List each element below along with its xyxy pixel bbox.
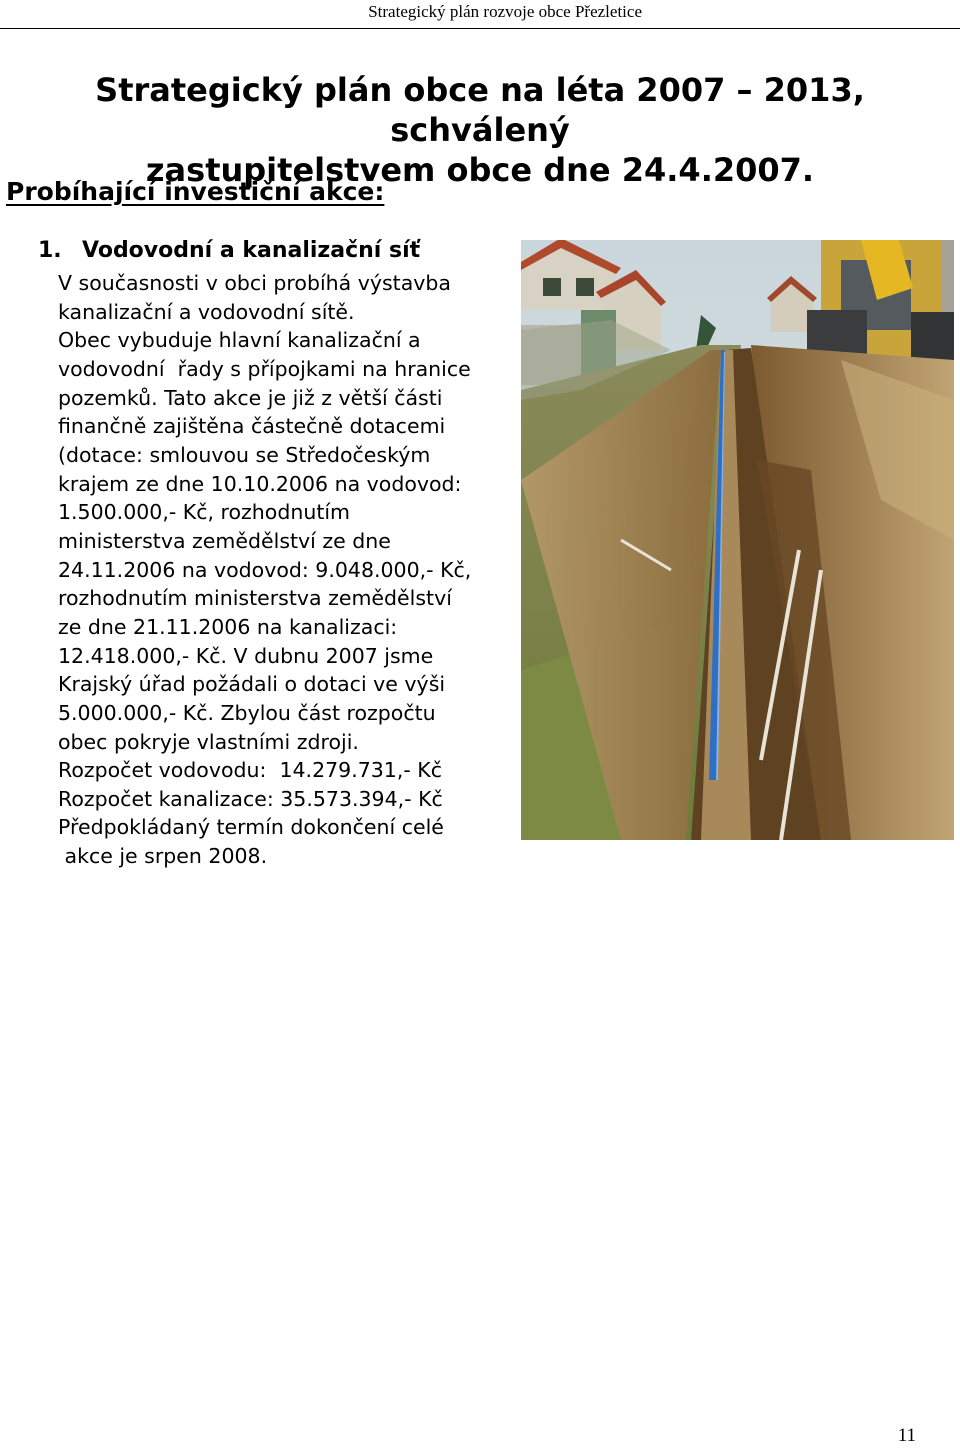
body-line: 5.000.000,- Kč. Zbylou část rozpočtu	[58, 700, 436, 725]
body-line: Rozpočet kanalizace: 35.573.394,- Kč	[58, 786, 443, 811]
running-header: Strategický plán rozvoje obce Přezletice	[368, 2, 642, 21]
body-line: ze dne 21.11.2006 na kanalizaci:	[58, 614, 398, 639]
body-line: Předpokládaný termín dokončení celé	[58, 815, 444, 840]
body-line: krajem ze dne 10.10.2006 na vodovod:	[58, 471, 462, 496]
header-rule	[0, 28, 960, 29]
section-heading: Probíhající investiční akce:	[6, 177, 385, 206]
body-line: ministerstva zemědělství ze dne	[58, 528, 391, 553]
body-line: Rozpočet vodovodu: 14.279.731,- Kč	[58, 758, 442, 783]
body-line: finančně zajištěna částečně dotacemi	[58, 414, 446, 439]
document-title	[0, 70, 960, 190]
title-line: zastupitelstvem obce dne 24.4.2007.	[145, 151, 815, 189]
construction-photo	[521, 240, 954, 840]
item-number: 1.	[38, 238, 62, 263]
body-line: Obec vybuduje hlavní kanalizační a	[58, 328, 421, 353]
body-line: Krajský úřad požádali o dotaci ve výši	[58, 672, 446, 697]
body-line: 24.11.2006 na vodovod: 9.048.000,- Kč,	[58, 557, 472, 582]
body-line: akce je srpen 2008.	[58, 844, 268, 869]
page-number: 11	[897, 1425, 916, 1446]
item-body	[58, 269, 518, 871]
body-line: V současnosti v obci probíhá výstavba	[58, 271, 451, 295]
body-line: rozhodnutím ministerstva zemědělství	[58, 586, 452, 611]
body-line: 12.418.000,- Kč. V dubnu 2007 jsme	[58, 643, 434, 668]
body-line: pozemků. Tato akce je již z větší části	[58, 385, 443, 410]
body-line: vodovodní řady s přípojkami na hranice	[58, 356, 471, 381]
body-line: kanalizační a vodovodní sítě.	[58, 299, 355, 324]
item-heading	[38, 236, 420, 266]
item-title: Vodovodní a kanalizační síť	[82, 238, 421, 263]
title-line: Strategický plán obce na léta 2007 – 2013, schválený	[95, 71, 865, 149]
body-line: obec pokryje vlastními zdroji.	[58, 729, 359, 754]
body-line: (dotace: smlouvou se Středočeským	[58, 442, 431, 467]
body-line: 1.500.000,- Kč, rozhodnutím	[58, 500, 351, 525]
